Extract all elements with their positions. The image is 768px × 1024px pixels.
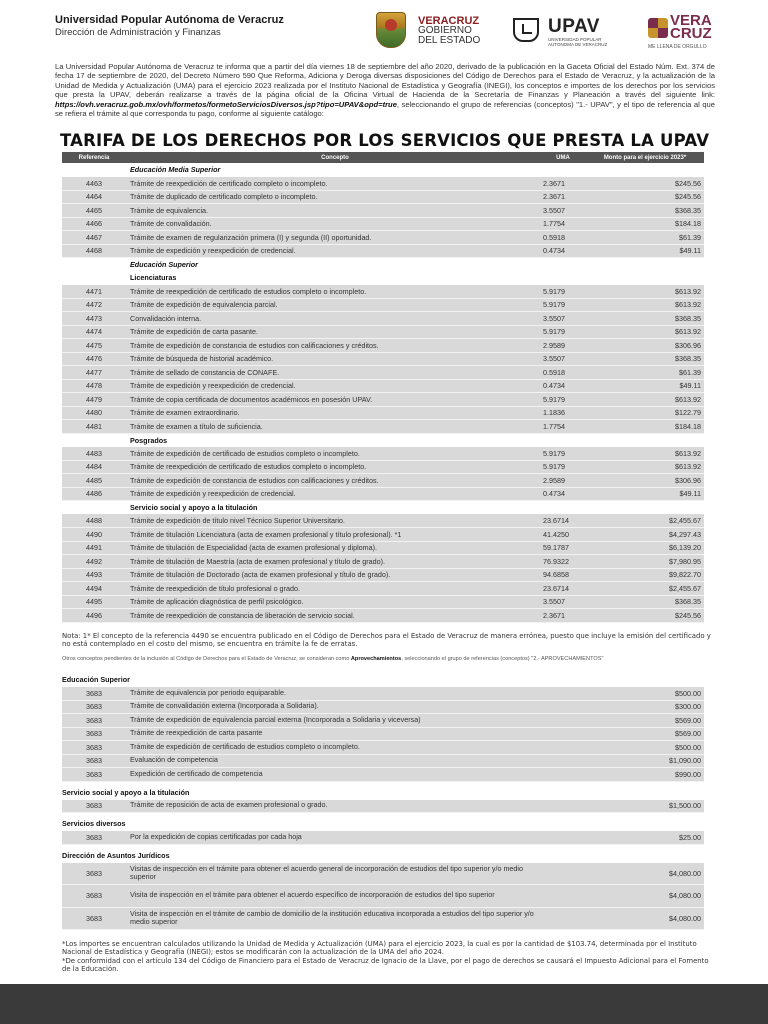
amount-cell: $1,090.00 bbox=[669, 756, 701, 766]
concept-cell: Visitas de inspección en el trámite para obtener el acuerdo general de incorporación de estudios del tipo superior y/o medio superior bbox=[130, 863, 524, 882]
uma-cell: 5.9179 bbox=[540, 447, 586, 461]
amount-cell: $500.00 bbox=[675, 688, 701, 698]
subsection-servicio-social: Servicio social y apoyo a la titulación bbox=[126, 501, 704, 515]
ref-cell: 3683 bbox=[86, 801, 102, 811]
amount-cell: $7,980.95 bbox=[586, 555, 704, 569]
ref-cell: 3683 bbox=[86, 702, 102, 712]
table-row bbox=[62, 595, 704, 609]
section-media-superior: Educación Media Superior bbox=[126, 163, 704, 177]
concept-cell: Trámite de titulación Licenciatura (acta de examen profesional y título profesional). *1 bbox=[126, 528, 540, 542]
table-row bbox=[62, 285, 704, 299]
table-row bbox=[62, 393, 704, 407]
amount-cell: $245.56 bbox=[586, 190, 704, 204]
uma-cell: 1.7754 bbox=[540, 217, 586, 231]
amount-cell: $245.56 bbox=[586, 609, 704, 623]
ref-cell: 4477 bbox=[62, 366, 126, 380]
ref-cell: 4475 bbox=[62, 339, 126, 353]
uma-cell: 0.5918 bbox=[540, 366, 586, 380]
brand-name: VERA CRUZ bbox=[670, 12, 712, 42]
institution-name: Universidad Popular Autónoma de Veracruz bbox=[55, 14, 284, 26]
table-row bbox=[62, 768, 704, 782]
table-header-row bbox=[62, 152, 704, 163]
ref-cell: 3683 bbox=[86, 891, 102, 901]
table-row bbox=[62, 244, 704, 258]
ref-cell: 4476 bbox=[62, 352, 126, 366]
note-aprovechamientos: Otros conceptos pendientes de la inclusión al Código de Derechos para el Estado de Veracruz, se consideran como Aprovechamientos, seleccionando el grupo de referencias (conceptos) "2.- APROVECHAMIENTOS" bbox=[62, 656, 604, 662]
ref-cell: 4464 bbox=[62, 190, 126, 204]
ref-cell: 4479 bbox=[62, 393, 126, 407]
table-row bbox=[62, 728, 704, 742]
amount-cell: $613.92 bbox=[586, 393, 704, 407]
table-row bbox=[62, 487, 704, 501]
table-row bbox=[62, 447, 704, 461]
table-row bbox=[62, 352, 704, 366]
ref-cell: 4492 bbox=[62, 555, 126, 569]
veracruz-brand-logo bbox=[648, 14, 720, 50]
table-row bbox=[62, 908, 704, 931]
brand-tagline: ME LLENA DE ORGULLO bbox=[648, 44, 707, 50]
amount-cell: $300.00 bbox=[675, 702, 701, 712]
ref-cell: 3683 bbox=[86, 729, 102, 739]
table-row bbox=[62, 312, 704, 326]
table-row bbox=[62, 755, 704, 769]
table-row bbox=[62, 800, 704, 814]
uma-cell: 1.7754 bbox=[540, 420, 586, 434]
table-row bbox=[62, 177, 704, 191]
table-row bbox=[62, 514, 704, 528]
amount-cell: $4,080.00 bbox=[669, 913, 701, 923]
amount-cell: $49.11 bbox=[586, 487, 704, 501]
uma-cell: 5.9179 bbox=[540, 298, 586, 312]
ref-cell: 4494 bbox=[62, 582, 126, 596]
amount-cell: $61.39 bbox=[586, 231, 704, 245]
ref-cell: 4496 bbox=[62, 609, 126, 623]
concept-cell: Trámite de examen a título de suficiencia. bbox=[126, 420, 540, 434]
ref-cell: 3683 bbox=[86, 742, 102, 752]
uma-cell: 3.5507 bbox=[540, 312, 586, 326]
ref-cell: 3683 bbox=[86, 769, 102, 779]
amount-cell: $122.79 bbox=[586, 406, 704, 420]
concept-cell: Trámite de copia certificada de documentos académicos en posesión UPAV. bbox=[126, 393, 540, 407]
concept-cell: Trámite de equivalencia. bbox=[126, 204, 540, 218]
uma-cell: 0.4734 bbox=[540, 379, 586, 393]
concept-cell: Trámite de expedición de equivalencia parcial externa (Incorporada a Solidaria y viceversa) bbox=[130, 714, 421, 724]
table-row bbox=[62, 609, 704, 623]
concept-cell: Trámite de expedición y reexpedición de credencial. bbox=[126, 244, 540, 258]
concept-cell: Evaluación de competencia bbox=[130, 755, 218, 765]
concept-cell: Trámite de búsqueda de historial académico. bbox=[126, 352, 540, 366]
ref-cell: 4491 bbox=[62, 541, 126, 555]
amount-cell: $49.11 bbox=[586, 379, 704, 393]
table-row bbox=[62, 474, 704, 488]
concept-cell: Visita de inspección en el trámite de cambio de domicilio de la institución educativa incorporada a estudios del tipo superior y/o medio superior bbox=[130, 908, 534, 927]
amount-cell: $306.96 bbox=[586, 474, 704, 488]
table-row bbox=[62, 217, 704, 231]
uma-cell: 2.3671 bbox=[540, 190, 586, 204]
concept-cell: Trámite de reexpedición de certificado de estudios completo o incompleto. bbox=[126, 460, 540, 474]
lower-section-servicios-diversos: Servicios diversos bbox=[62, 819, 126, 828]
header-uma: UMA bbox=[540, 152, 586, 163]
ref-cell: 3683 bbox=[86, 756, 102, 766]
ref-cell: 3683 bbox=[86, 868, 102, 878]
lower-section-educacion-superior: Educación Superior bbox=[62, 675, 130, 684]
veracruz-government-logo bbox=[376, 12, 482, 48]
uma-cell: 2.9589 bbox=[540, 474, 586, 488]
uma-cell: 3.5507 bbox=[540, 204, 586, 218]
table-row bbox=[62, 541, 704, 555]
amount-cell: $61.39 bbox=[586, 366, 704, 380]
ref-cell: 4481 bbox=[62, 420, 126, 434]
amount-cell: $306.96 bbox=[586, 339, 704, 353]
concept-cell: Trámite de titulación de Doctorado (acta de examen profesional y título de grado). bbox=[126, 568, 540, 582]
bottom-bar bbox=[0, 984, 768, 1024]
aprovechamientos-table bbox=[62, 673, 704, 930]
tariff-table bbox=[62, 152, 704, 623]
table-row bbox=[62, 885, 704, 908]
ref-cell: 4484 bbox=[62, 460, 126, 474]
amount-cell: $613.92 bbox=[586, 447, 704, 461]
amount-cell: $613.92 bbox=[586, 298, 704, 312]
concept-cell: Trámite de reexpedición de constancia de liberación de servicio social. bbox=[126, 609, 540, 623]
table-row bbox=[62, 190, 704, 204]
concept-cell: Trámite de expedición de constancia de estudios con calificaciones y créditos. bbox=[126, 339, 540, 353]
table-row bbox=[62, 298, 704, 312]
amount-cell: $500.00 bbox=[675, 742, 701, 752]
concept-cell: Trámite de reexpedición de certificado completo o incompleto. bbox=[126, 177, 540, 191]
ref-cell: 4473 bbox=[62, 312, 126, 326]
lower-section-servicio-social: Servicio social y apoyo a la titulación bbox=[62, 787, 190, 797]
table-row bbox=[62, 379, 704, 393]
concept-cell: Trámite de duplicado de certificado completo o incompleto. bbox=[126, 190, 540, 204]
ref-cell: 4486 bbox=[62, 487, 126, 501]
table-row bbox=[62, 555, 704, 569]
uma-cell: 41.4250 bbox=[540, 528, 586, 542]
concept-cell: Visita de inspección en el trámite para obtener el acuerdo específico de incorporación de estudios del tipo superior bbox=[130, 890, 495, 900]
concept-cell: Expedición de certificado de competencia bbox=[130, 768, 263, 778]
uma-cell: 94.6858 bbox=[540, 568, 586, 582]
ref-cell: 4463 bbox=[62, 177, 126, 191]
uma-cell: 5.9179 bbox=[540, 285, 586, 299]
ref-cell: 4488 bbox=[62, 514, 126, 528]
table-row bbox=[62, 231, 704, 245]
amount-cell: $613.92 bbox=[586, 325, 704, 339]
ref-cell: 4493 bbox=[62, 568, 126, 582]
concept-cell: Trámite de convalidación externa (Incorporada a Solidaria). bbox=[130, 701, 319, 711]
concept-cell: Trámite de examen de regularización primera (I) y segunda (II) oportunidad. bbox=[126, 231, 540, 245]
ovh-link[interactable]: https://ovh.veracruz.gob.mx/ovh/formetos/formetoServiciosDiversos.jsp?tipo=UPAV&opd=true bbox=[55, 99, 397, 109]
amount-cell: $49.11 bbox=[586, 244, 704, 258]
amount-cell: $569.00 bbox=[675, 729, 701, 739]
concept-cell: Trámite de expedición de certificado de estudios completo o incompleto. bbox=[126, 447, 540, 461]
concept-cell: Trámite de convalidación. bbox=[126, 217, 540, 231]
amount-cell: $4,080.00 bbox=[669, 868, 701, 878]
amount-cell: $613.92 bbox=[586, 285, 704, 299]
amount-cell: $25.00 bbox=[679, 832, 701, 842]
subsection-licenciaturas: Licenciaturas bbox=[126, 271, 704, 285]
footnote-impuesto: *De conformidad con el artículo 134 del Código de Financiero para el Estado de Veracruz de Ignacio de la Llave, por el pago de derechos se causará el Impuesto Adicional para el Fomento de la Educación. bbox=[62, 956, 709, 974]
header-concept: Concepto bbox=[126, 152, 540, 163]
department-name: Dirección de Administración y Finanzas bbox=[55, 27, 221, 38]
uma-cell: 5.9179 bbox=[540, 460, 586, 474]
uma-cell: 0.4734 bbox=[540, 487, 586, 501]
amount-cell: $990.00 bbox=[675, 769, 701, 779]
amount-cell: $368.35 bbox=[586, 352, 704, 366]
ref-cell: 3683 bbox=[86, 688, 102, 698]
table-row bbox=[62, 568, 704, 582]
upav-logo bbox=[513, 16, 619, 46]
ref-cell: 4480 bbox=[62, 406, 126, 420]
table-row bbox=[62, 863, 704, 886]
concept-cell: Trámite de reexpedición de título profesional o grado. bbox=[126, 582, 540, 596]
ref-cell: 4468 bbox=[62, 244, 126, 258]
ref-cell: 4485 bbox=[62, 474, 126, 488]
upav-logo-subtitle: UNIVERSIDAD POPULAR AUTÓNOMA DE VERACRUZ bbox=[548, 37, 608, 47]
concept-cell: Por la expedición de copias certificadas por cada hoja bbox=[130, 831, 302, 841]
table-row bbox=[62, 366, 704, 380]
amount-cell: $4,080.00 bbox=[669, 891, 701, 901]
table-row bbox=[62, 701, 704, 715]
table-row bbox=[62, 460, 704, 474]
amount-cell: $368.35 bbox=[586, 595, 704, 609]
uma-cell: 3.5507 bbox=[540, 595, 586, 609]
footnote-uma: *Los importes se encuentran calculados utilizando la Unidad de Medida y Actualización (UMA) para el ejercicio 2023, la cual es por la cantidad de $103.74, determinada por el Instituto Nacional de Estadística y Geografía (INEGI); estos se modificarán con la actualización de la UMA del año 2024. bbox=[62, 940, 697, 957]
amount-cell: $245.56 bbox=[586, 177, 704, 191]
veracruz-logo-text: VERACRUZ GOBIERNO DEL ESTADO bbox=[418, 15, 481, 46]
uma-cell: 1.1836 bbox=[540, 406, 586, 420]
table-row bbox=[62, 528, 704, 542]
section-educacion-superior: Educación Superior bbox=[126, 258, 704, 272]
subsection-posgrados: Posgrados bbox=[126, 433, 704, 447]
amount-cell: $368.35 bbox=[586, 312, 704, 326]
concept-cell: Trámite de expedición de certificado de estudios completo o incompleto. bbox=[130, 741, 360, 751]
lower-section-asuntos-juridicos: Dirección de Asuntos Jurídicos bbox=[62, 850, 170, 860]
amount-cell: $1,500.00 bbox=[669, 801, 701, 811]
concept-cell: Trámite de reposición de acta de examen profesional o grado. bbox=[130, 800, 328, 810]
concept-cell: Trámite de expedición de constancia de estudios con calificaciones y créditos. bbox=[126, 474, 540, 488]
uma-cell: 3.5507 bbox=[540, 352, 586, 366]
table-row bbox=[62, 831, 704, 845]
table-row bbox=[62, 406, 704, 420]
ref-cell: 3683 bbox=[86, 715, 102, 725]
ref-cell: 4466 bbox=[62, 217, 126, 231]
uma-cell: 59.1787 bbox=[540, 541, 586, 555]
amount-cell: $184.18 bbox=[586, 420, 704, 434]
ref-cell: 3683 bbox=[86, 913, 102, 923]
uma-cell: 5.9179 bbox=[540, 325, 586, 339]
amount-cell: $2,455.67 bbox=[586, 582, 704, 596]
table-row bbox=[62, 204, 704, 218]
uma-cell: 2.3671 bbox=[540, 177, 586, 191]
concept-cell: Convalidación interna. bbox=[126, 312, 540, 326]
ref-cell: 4478 bbox=[62, 379, 126, 393]
concept-cell: Trámite de reexpedición de carta pasante bbox=[130, 728, 263, 738]
amount-cell: $613.92 bbox=[586, 460, 704, 474]
uma-cell: 76.9322 bbox=[540, 555, 586, 569]
table-row bbox=[62, 325, 704, 339]
concept-cell: Trámite de equivalencia por periodo equiparable. bbox=[130, 687, 286, 697]
amount-cell: $569.00 bbox=[675, 715, 701, 725]
uma-cell: 5.9179 bbox=[540, 393, 586, 407]
upav-shield-icon bbox=[513, 18, 539, 42]
table-row bbox=[62, 420, 704, 434]
footnotes bbox=[62, 940, 712, 974]
uma-cell: 2.9589 bbox=[540, 339, 586, 353]
header-ref: Referencia bbox=[62, 152, 126, 163]
uma-cell: 2.3671 bbox=[540, 609, 586, 623]
concept-cell: Trámite de reexpedición de certificado de estudios completo o incompleto. bbox=[126, 285, 540, 299]
upav-logo-name: UPAV bbox=[548, 16, 600, 37]
concept-cell: Trámite de aplicación diagnóstica de perfil psicológico. bbox=[126, 595, 540, 609]
concept-cell: Trámite de titulación de Maestría (acta de examen profesional y título de grado). bbox=[126, 555, 540, 569]
concept-cell: Trámite de titulación de Especialidad (acta de examen profesional y diploma). bbox=[126, 541, 540, 555]
concept-cell: Trámite de expedición de carta pasante. bbox=[126, 325, 540, 339]
ref-cell: 4472 bbox=[62, 298, 126, 312]
brand-pattern-icon bbox=[648, 18, 668, 38]
concept-cell: Trámite de examen extraordinario. bbox=[126, 406, 540, 420]
ref-cell: 4474 bbox=[62, 325, 126, 339]
uma-cell: 23.6714 bbox=[540, 582, 586, 596]
ref-cell: 4495 bbox=[62, 595, 126, 609]
uma-cell: 0.5918 bbox=[540, 231, 586, 245]
intro-paragraph: La Universidad Popular Autónoma de Veracruz te informa que a partir del día viernes 18 de septiembre del año 2020, derivado de la publicación en la Gaceta Oficial del Estado Núm. Ext. 374 de fecha 17 de septiembre de 2020, del Decreto Número 590 Que Reforma, Adiciona y Deroga diversas disposiciones del Código de Derechos para el Estado de Veracruz, y la actualización de la Unidad de Medida y Actualización (UMA) para el ejercicio 2023 realizada por el Instituto Nacional de Estadística y Geografía (INEGI), los conceptos e importes de los derechos por los servicios que presta la UPAV, deberán realizarse a través de la página oficial de la Oficina Virtual de Hacienda de la Secretaría de Finanzas y Planeación a través del siguiente link: https://ovh.veracruz.gob.mx/ovh/formetos/formetoServiciosDiversos.jsp?tipo=UPAV&opd=true, seleccionando el grupo de referencias (conceptos) "1.- UPAV", y el tipo de referencia al que se refiera el trámite al que corresponda tu pago, conforme al siguiente catálogo: bbox=[55, 62, 715, 119]
concept-cell: Trámite de expedición y reexpedición de credencial. bbox=[126, 487, 540, 501]
table-row bbox=[62, 741, 704, 755]
concept-cell: Trámite de expedición de equivalencia parcial. bbox=[126, 298, 540, 312]
uma-cell: 23.6714 bbox=[540, 514, 586, 528]
amount-cell: $184.18 bbox=[586, 217, 704, 231]
table-row bbox=[62, 714, 704, 728]
table-row bbox=[62, 582, 704, 596]
concept-cell: Trámite de expedición y reexpedición de credencial. bbox=[126, 379, 540, 393]
ref-cell: 4471 bbox=[62, 285, 126, 299]
uma-cell: 0.4734 bbox=[540, 244, 586, 258]
amount-cell: $368.35 bbox=[586, 204, 704, 218]
table-row bbox=[62, 339, 704, 353]
ref-cell: 4467 bbox=[62, 231, 126, 245]
ref-cell: 4465 bbox=[62, 204, 126, 218]
header-amount: Monto para el ejercicio 2023* bbox=[586, 152, 704, 163]
ref-cell: 3683 bbox=[86, 832, 102, 842]
amount-cell: $4,297.43 bbox=[586, 528, 704, 542]
table-row bbox=[62, 687, 704, 701]
concept-cell: Trámite de sellado de constancia de CONAFE. bbox=[126, 366, 540, 380]
ref-cell: 4483 bbox=[62, 447, 126, 461]
concept-cell: Trámite de expedición de título nivel Técnico Superior Universitario. bbox=[126, 514, 540, 528]
coat-of-arms-icon bbox=[376, 12, 406, 48]
amount-cell: $2,455.67 bbox=[586, 514, 704, 528]
ref-cell: 4490 bbox=[62, 528, 126, 542]
note-4490: Nota: 1* El concepto de la referencia 4490 se encuentra publicado en el Código de Derechos para el Estado de Veracruz de manera errónea, puesto que incluye la emisión del certificado y no está contemplado en el costo del mismo, se encuentra en trámite la fe de erratas. bbox=[62, 632, 711, 649]
amount-cell: $6,139.20 bbox=[586, 541, 704, 555]
page-title: TARIFA DE LOS DERECHOS POR LOS SERVICIOS QUE PRESTA LA UPAV bbox=[60, 131, 710, 150]
amount-cell: $9,822.70 bbox=[586, 568, 704, 582]
